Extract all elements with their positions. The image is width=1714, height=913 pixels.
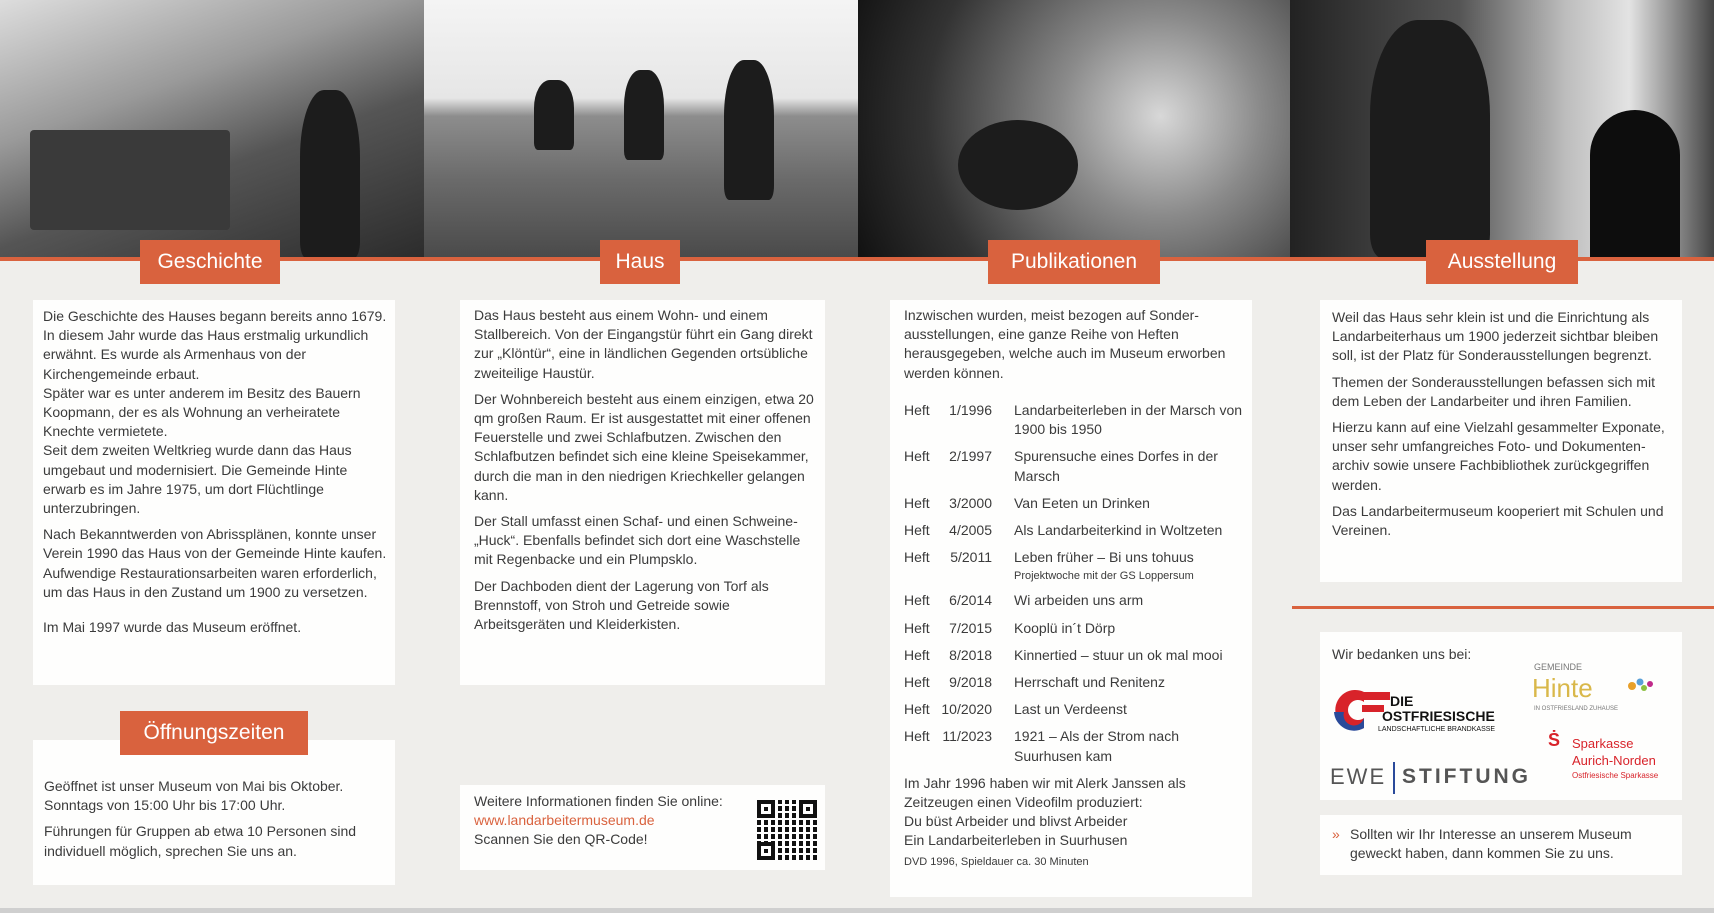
- heading-geschichte: Geschichte: [140, 240, 280, 284]
- sparkasse-logo: [1548, 730, 1678, 788]
- heading-publikationen: Publikationen: [988, 240, 1160, 284]
- heft-title: Kinnertied – stuur un ok mal mooi: [1014, 646, 1223, 663]
- qr-hint: Scannen Sie den QR-Code!: [474, 831, 648, 848]
- qr-code[interactable]: [757, 800, 817, 860]
- heft-label: Heft: [904, 674, 930, 691]
- paragraph: Geöffnet ist unser Museum von Mai bis Oktober. Sonntags von 15:00 Uhr bis 17:00 Uhr.: [44, 778, 344, 814]
- video-title: Du büst Arbeider und blivst Arbeider: [904, 813, 1128, 830]
- paragraph: Das Haus besteht aus einem Wohn- und einem Stallbereich. Von der Eingangstür führt ein Gang direkt zur „Klöntür“, eine in ländlichen Gegenden ortsübliche zweiteilige Haustür.: [474, 307, 813, 381]
- heft-number: 5/2011: [950, 549, 992, 566]
- thanks-title: Wir bedanken uns bei:: [1332, 646, 1472, 662]
- geschichte-text: [43, 307, 393, 644]
- logo-text: STIFTUNG: [1402, 765, 1531, 788]
- paragraph: Hierzu kann auf eine Vielzahl gesammelter Exponate, unser sehr umfangreiches Foto- und Dokumenten-archiv sowie unsere Fachbibliothek zurückgegriffen werden.: [1332, 419, 1665, 493]
- closing-note: [1332, 825, 1672, 863]
- photo-field-workers: [424, 0, 858, 258]
- heft-row: [904, 548, 1249, 583]
- heft-title: Als Landarbeiterkind in Woltzeten: [1014, 522, 1223, 539]
- heft-title: Landarbeiterleben in der Marsch von 1900 bis 1950: [1014, 402, 1243, 438]
- heft-title: Spurensuche eines Dorfes in der Marsch: [1014, 448, 1218, 484]
- logo-text: DIE: [1390, 693, 1414, 709]
- paragraph: Weil das Haus sehr klein ist und die Einrichtung als Landarbeiterhaus um 1900 jederzeit sichtbar bleiben soll, ist der Platz für Sonderausstellungen begrenzt.: [1332, 309, 1659, 364]
- heading-oeffnungszeiten: Öffnungszeiten: [120, 711, 308, 755]
- haus-text: [474, 306, 819, 641]
- heft-label: Heft: [904, 522, 930, 539]
- hinte-logo: [1532, 662, 1662, 722]
- paragraph: Themen der Sonderausstellungen befassen sich mit dem Leben der Landarbeiter und ihren Familien.: [1332, 373, 1655, 409]
- heft-number: 3/2000: [949, 494, 992, 511]
- hinte-dots-icon: [1618, 666, 1658, 696]
- logo-text: Hinte: [1532, 673, 1593, 703]
- video-text: [904, 774, 1249, 869]
- heft-label: Heft: [904, 619, 930, 636]
- logo-text: OSTFRIESISCHE: [1382, 708, 1495, 724]
- heading-ausstellung: Ausstellung: [1426, 240, 1578, 284]
- heft-number: 9/2018: [949, 674, 992, 691]
- photo-old-man: [1290, 0, 1714, 258]
- heading-haus: Haus: [600, 240, 680, 284]
- heft-number: 1/1996: [949, 402, 992, 418]
- logo-divider: [1393, 762, 1395, 794]
- logo-text: Aurich-Norden: [1572, 753, 1656, 768]
- logo-text: LANDSCHAFTLICHE BRANDKASSE: [1378, 726, 1496, 733]
- paragraph: Das Landarbeitermuseum kooperiert mit Schulen und Vereinen.: [1332, 502, 1664, 539]
- heft-subtitle: Projektwoche mit der GS Loppersum: [1014, 570, 1194, 583]
- publikationen-intro: Inzwischen wurden, meist bezogen auf Sonder-ausstellungen, eine ganze Reihe von Heften herausgegeben, welche auch im Museum erworben werden können.: [904, 307, 1226, 381]
- logo-text: Ostfriesische Sparkasse: [1572, 771, 1659, 780]
- paragraph: Später war es unter anderem im Besitz des Bauern Koopmann, der es als Wohnung an verheiratete Knechte vermietete.: [43, 384, 361, 440]
- chevron-right-icon: »: [1332, 826, 1340, 842]
- heft-row: [904, 494, 1249, 513]
- heft-title: Wi arbeiden uns arm: [1014, 592, 1144, 609]
- heft-label: Heft: [904, 646, 930, 663]
- heft-label: Heft: [904, 701, 930, 718]
- heft-row: [904, 591, 1249, 610]
- heft-title: 1921 – Als der Strom nach Suurhusen kam: [1014, 728, 1179, 764]
- oeffnungszeiten-text: [44, 777, 389, 868]
- heft-title: Leben früher – Bi uns tohuus: [1014, 549, 1194, 566]
- heft-row: [904, 700, 1249, 719]
- logo-text: Sparkasse: [1572, 736, 1634, 751]
- heft-row: [904, 521, 1249, 540]
- heft-label: Heft: [904, 728, 930, 745]
- heft-number: 8/2018: [949, 646, 992, 663]
- heft-title: Last un Verdeenst: [1014, 701, 1127, 718]
- sparkasse-s-icon: Ṡ: [1548, 730, 1561, 750]
- ewe-stiftung-logo: [1330, 762, 1540, 794]
- logo-text: GEMEINDE: [1534, 662, 1583, 672]
- paragraph: Der Stall umfasst einen Schaf- und einen Schweine-„Huck“. Ebenfalls befindet sich dort eine Waschstelle mit Regenbacke und ein Plumpsklo.: [474, 513, 801, 568]
- photo-children: [858, 0, 1290, 258]
- heft-number: 10/2020: [941, 701, 992, 718]
- heft-label: Heft: [904, 549, 930, 566]
- bottom-border: [0, 908, 1714, 913]
- heft-row: [904, 646, 1249, 665]
- heft-row: [904, 673, 1249, 692]
- heft-number: 4/2005: [949, 522, 992, 539]
- logo-text: EWE: [1330, 764, 1387, 789]
- website-link[interactable]: www.landarbeitermuseum.de: [474, 812, 655, 829]
- publikationen-body: [904, 401, 1249, 869]
- heft-label: Heft: [904, 448, 930, 465]
- video-intro: Im Jahr 1996 haben wir mit Alerk Janssen als Zeitzeugen einen Videofilm produziert:: [904, 774, 1186, 811]
- paragraph: Der Wohnbereich besteht aus einem einzigen, etwa 20 qm großen Raum. Er ist ausgestattet mit einer offenen Feuerstelle und zwei Schlafbutzen. Zwischen den Schlafbutzen befindet sich eine kleine Speisekammer, durch die man in den niedrigen Kriechkeller gelangen kann.: [474, 390, 814, 503]
- video-subtitle: Ein Landarbeiterleben in Suurhusen: [904, 832, 1128, 849]
- heft-row: [904, 447, 1249, 485]
- heft-label: Heft: [904, 494, 930, 511]
- heft-title: Kooplü in´t Dörp: [1014, 619, 1116, 636]
- paragraph: Im Mai 1997 wurde das Museum eröffnet.: [43, 619, 302, 636]
- paragraph: Die Geschichte des Hauses begann bereits anno 1679. In diesem Jahr wurde das Haus erstmalig urkundlich erwähnt. Es wurde als Armenhaus von der Kirchengemeinde erbaut.: [43, 308, 387, 382]
- paragraph: Nach Bekanntwerden von Abrissplänen, konnte unser Verein 1990 das Haus von der Gemeinde Hinte kaufen. Aufwendige Restaurationsarbeiten waren erforderlich, um das Haus in den Zustand um 1900 zu versetzen.: [43, 526, 387, 600]
- heft-row: [904, 727, 1249, 765]
- paragraph: Seit dem zweiten Weltkrieg wurde dann das Haus umgebaut und modernisiert. Die Gemeinde Hinte erwarb es im Jahre 1975, um dort Flüchtlinge unterzubringen.: [43, 442, 352, 517]
- heft-number: 11/2023: [942, 728, 992, 745]
- paragraph: Führungen für Gruppen ab etwa 10 Personen sind individuell möglich, sprechen Sie uns an.: [44, 823, 357, 859]
- info-text: [474, 792, 754, 850]
- brandkasse-logo: [1332, 688, 1507, 743]
- ausstellung-text: [1332, 308, 1677, 547]
- info-line: Weitere Informationen finden Sie online:: [474, 793, 723, 809]
- heft-label: Heft: [904, 592, 930, 609]
- logo-text: IN OSTFRIESLAND ZUHAUSE: [1534, 706, 1619, 712]
- heft-row: [904, 619, 1249, 638]
- heft-number: 7/2015: [949, 619, 992, 636]
- dvd-info: DVD 1996, Spieldauer ca. 30 Minuten: [904, 855, 1089, 868]
- heft-number: 2/1997: [949, 448, 992, 465]
- heft-number: 6/2014: [949, 592, 992, 609]
- section-divider: [1292, 606, 1714, 609]
- closing-text: Sollten wir Ihr Interesse an unserem Museum geweckt haben, dann kommen Sie zu uns.: [1350, 826, 1632, 862]
- hefte-list: [904, 401, 1249, 766]
- heft-label: Heft: [904, 402, 930, 418]
- heft-title: Van Eeten un Drinken: [1014, 494, 1150, 511]
- paragraph: Der Dachboden dient der Lagerung von Torf als Brennstoff, von Stroh und Getreide sowie Arbeitsgeräten und Kleiderkisten.: [474, 577, 769, 633]
- heft-row: [904, 401, 1249, 439]
- heft-title: Herrschaft und Renitenz: [1014, 674, 1165, 691]
- photo-harvest: [0, 0, 424, 258]
